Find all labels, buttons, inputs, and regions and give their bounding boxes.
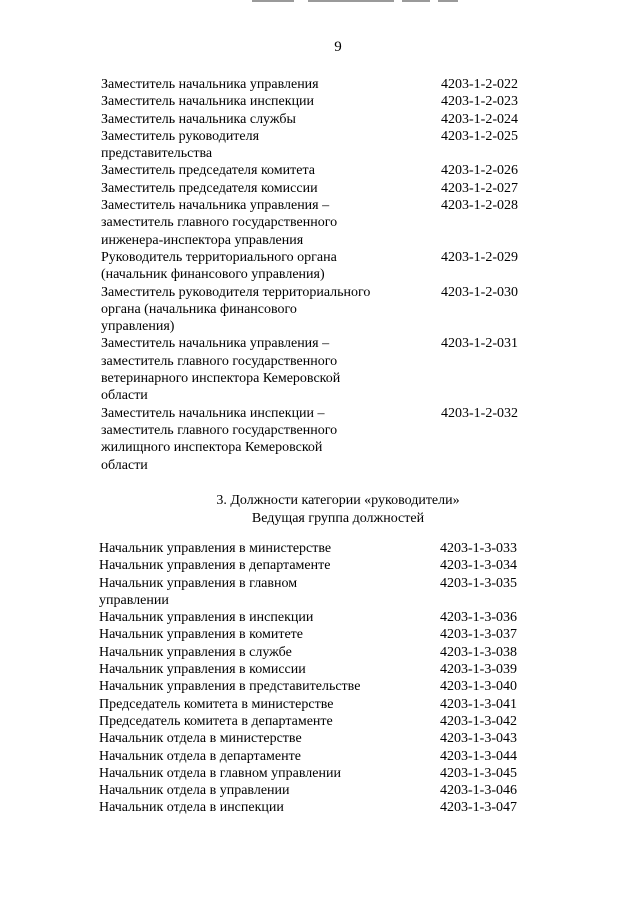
position-title: Заместитель начальника управления – заместитель главного государственного инженера-инспектора управления [101, 198, 338, 248]
position-title: Начальник управления в инспекции [99, 610, 314, 626]
position-title: Заместитель руководителя территориального органа (начальника финансового управления) [101, 284, 371, 335]
position-code: 4203-1-3-041 [440, 696, 517, 712]
position-code: 4203-1-2-024 [441, 111, 518, 127]
position-title: Руководитель территориального органа (начальник финансового управления) [101, 249, 337, 283]
position-row [0, 575, 640, 610]
position-row [0, 782, 640, 799]
position-title: Заместитель руководителя представительства [101, 128, 260, 162]
position-title: Заместитель начальника инспекции – заместитель главного государственного жилищного инспектора Кемеровской области [101, 405, 338, 473]
position-code: 4203-1-3-047 [440, 800, 517, 816]
position-row [0, 678, 640, 695]
position-title: Начальник управления в главном управлении [99, 575, 298, 608]
position-title: Начальник отдела в главном управлении [99, 765, 341, 781]
position-row [0, 197, 640, 249]
position-row [0, 713, 640, 730]
position-code: 4203-1-3-040 [440, 679, 517, 695]
position-title: Начальник управления в службе [99, 644, 292, 660]
position-title: Начальник отдела в инспекции [99, 800, 284, 816]
position-row [0, 626, 640, 643]
position-row [0, 644, 640, 661]
position-row [0, 76, 640, 93]
position-code: 4203-1-3-039 [440, 662, 517, 678]
position-row [0, 111, 640, 128]
position-title: Председатель комитета в министерстве [99, 696, 334, 712]
position-code: 4203-1-3-035 [440, 575, 517, 591]
position-code: 4203-1-3-036 [440, 610, 517, 626]
position-code: 4203-1-2-026 [441, 163, 518, 179]
position-title: Начальник управления в комитете [99, 627, 304, 643]
position-code: 4203-1-3-033 [440, 541, 517, 556]
position-title: Начальник управления в министерстве [99, 541, 332, 556]
position-title: Заместитель председателя комитета [101, 163, 315, 179]
position-code: 4203-1-2-023 [441, 94, 518, 110]
position-title: Начальник отдела в управлении [99, 783, 290, 799]
header-scan-marks [252, 0, 462, 4]
position-title: Заместитель начальника инспекции [101, 94, 315, 110]
position-row [0, 696, 640, 713]
position-row [0, 765, 640, 782]
position-code: 4203-1-3-042 [440, 713, 517, 729]
position-title: Начальник отдела в департаменте [99, 748, 301, 764]
positions-list-deputies [0, 76, 640, 474]
position-code: 4203-1-2-032 [441, 405, 518, 421]
position-code: 4203-1-3-046 [440, 783, 517, 799]
position-title: Начальник управления в департаменте [99, 558, 331, 574]
position-code: 4203-1-2-031 [441, 336, 518, 352]
positions-list-managers [0, 540, 640, 817]
section-heading [0, 492, 640, 528]
position-code: 4203-1-3-037 [440, 627, 517, 643]
position-code: 4203-1-2-025 [441, 128, 518, 144]
position-title: Председатель комитета в департаменте [99, 713, 333, 729]
position-row [0, 748, 640, 765]
position-title: Заместитель начальника управления – заместитель главного государственного ветеринарного инспектора Кемеровской области [101, 336, 341, 404]
position-row [0, 799, 640, 816]
position-row [0, 284, 640, 336]
position-code: 4203-1-3-034 [440, 558, 517, 574]
position-row [0, 609, 640, 626]
position-code: 4203-1-2-027 [441, 180, 518, 196]
section-heading-title: 3. Должности категории «руководители» [216, 493, 460, 508]
position-row [0, 405, 640, 474]
position-row [0, 335, 640, 404]
position-row [0, 180, 640, 197]
position-code: 4203-1-3-045 [440, 765, 517, 781]
position-title: Начальник управления в комиссии [99, 662, 306, 678]
position-code: 4203-1-2-029 [441, 249, 518, 265]
position-code: 4203-1-3-043 [440, 731, 517, 747]
position-row [0, 730, 640, 747]
position-code: 4203-1-2-030 [441, 284, 518, 300]
position-row [0, 93, 640, 110]
position-row [0, 540, 640, 557]
position-row [0, 249, 640, 284]
position-code: 4203-1-3-038 [440, 644, 517, 660]
page-number: 9 [334, 39, 342, 55]
section-heading-subtitle: Ведущая группа должностей [251, 511, 425, 526]
position-title: Заместитель начальника управления [101, 77, 319, 92]
position-code: 4203-1-2-022 [441, 77, 518, 92]
position-title: Заместитель начальника службы [101, 111, 296, 127]
position-row [0, 162, 640, 179]
position-row [0, 661, 640, 678]
position-code: 4203-1-3-044 [440, 748, 517, 764]
position-title: Заместитель председателя комиссии [101, 180, 318, 196]
position-title: Начальник отдела в министерстве [99, 731, 302, 747]
position-row [0, 557, 640, 574]
position-code: 4203-1-2-028 [441, 198, 518, 214]
position-row [0, 128, 640, 163]
position-title: Начальник управления в представительстве [99, 679, 361, 695]
